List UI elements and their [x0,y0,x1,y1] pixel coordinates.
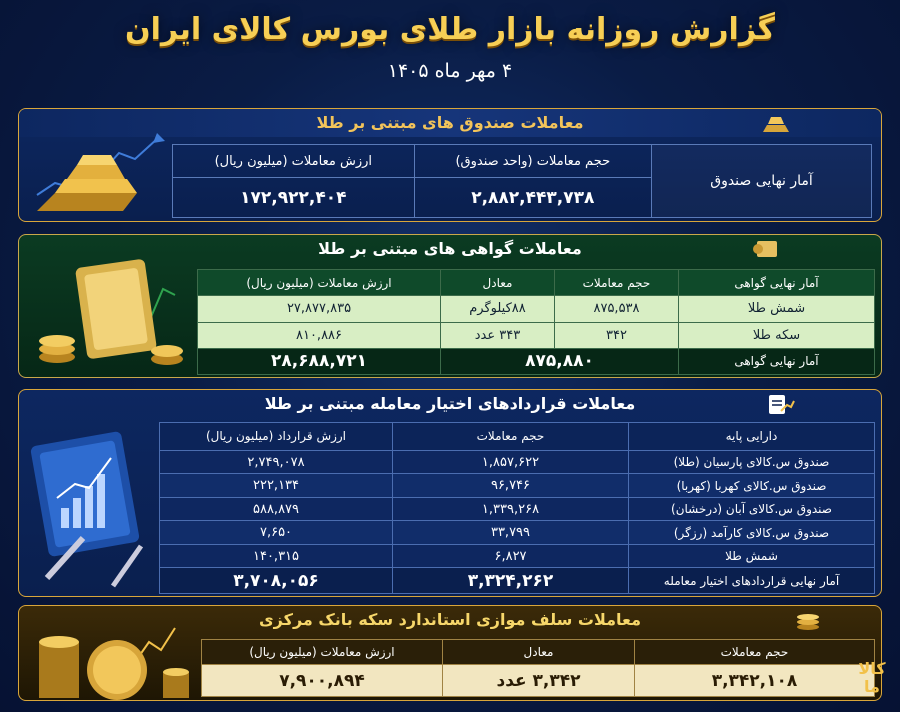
column-header: حجم معاملات (واحد صندوق) [414,145,651,178]
total-row [160,568,875,594]
clipboard-chart-illustration [27,428,155,588]
table-cell: ۳۴۲ [555,322,679,348]
table-cell: ۲۷,۸۷۷,۸۳۵ [198,296,441,322]
total-row [198,348,875,374]
table-cell: ۲,۷۴۹,۰۷۸ [160,450,393,474]
table-row [160,497,875,521]
logo-text: کالا ما [858,659,886,696]
table-row [160,450,875,474]
fund-section [18,108,882,222]
report-date: ۴ مهر ماه ۱۴۰۵ [387,60,513,82]
salaf-section-title: معاملات سلف موازی استاندارد سکه بانک مرکزی [259,610,641,629]
table-cell: ۹۶,۷۴۶ [393,474,629,498]
table-row [198,296,875,322]
column-header: حجم معاملات [393,423,629,451]
column-header: حجم معاملات [635,640,875,665]
column-header: ارزش معاملات (میلیون ریال) [173,145,415,178]
certificate-section-title: معاملات گواهی های مبتنی بر طلا [318,239,582,258]
total-value: ۲۸,۶۸۸,۷۲۱ [198,348,441,374]
total-value: ۳,۷۰۸,۰۵۶ [160,568,393,594]
report-chart-icon [761,393,795,415]
page-title: گزارش روزانه بازار طلای بورس کالای ایران [125,12,775,47]
options-table [159,422,875,594]
table-cell: ۱۴۰,۳۱۵ [160,544,393,568]
table-row [202,665,875,697]
table-row [198,322,875,348]
fund-value-value: ۱۷۲,۹۲۲,۴۰۴ [173,178,415,218]
table-cell: ۸۱۰,۸۸۶ [198,322,441,348]
fund-volume-value: ۲,۸۸۲,۴۴۳,۷۳۸ [414,178,651,218]
fund-row-label: آمار نهایی صندوق [652,145,872,218]
table-row [160,474,875,498]
options-section-title: معاملات قراردادهای اختیار معامله مبتنی بر طلا [264,394,636,413]
column-header: ارزش قرارداد (میلیون ریال) [160,423,393,451]
total-volume: ۸۷۵,۸۸۰ [441,348,679,374]
column-header: ارزش معاملات (میلیون ریال) [198,270,441,296]
table-cell: ۶,۸۲۷ [393,544,629,568]
certificate-table [197,269,875,375]
gold-certificate-illustration [29,249,189,375]
table-cell: ۳۴۳ عدد [441,322,555,348]
table-cell: صندوق س.کالای کهربا (کهربا) [629,474,875,498]
fund-table [172,144,872,218]
coin-stack-icon [791,609,825,631]
salaf-section [18,605,882,701]
salaf-value-value: ۷,۹۰۰,۸۹۴ [202,665,443,697]
certificate-scroll-icon [749,238,783,260]
table-cell: سکه طلا [679,322,875,348]
brand-logo [850,660,894,704]
table-cell: ۸۸کیلوگرم [441,296,555,322]
column-header: معادل [441,270,555,296]
table-cell: ۷,۶۵۰ [160,521,393,545]
table-cell: ۱,۳۳۹,۲۶۸ [393,497,629,521]
column-header: ارزش معاملات (میلیون ریال) [202,640,443,665]
table-row [160,521,875,545]
table-row [160,544,875,568]
total-volume: ۳,۳۲۴,۲۶۲ [393,568,629,594]
table-cell: صندوق س.کالای آبان (درخشان) [629,497,875,521]
table-cell: ۸۷۵,۵۳۸ [555,296,679,322]
salaf-equivalent-value: ۳,۳۴۲ عدد [443,665,635,697]
column-header: حجم معاملات [555,270,679,296]
table-cell: صندوق س.کالای کارآمد (رزگر) [629,521,875,545]
table-cell: ۱,۸۵۷,۶۲۲ [393,450,629,474]
gold-coins-illustration [25,612,195,700]
table-cell: شمش طلا [679,296,875,322]
column-header: دارایی پایه [629,423,875,451]
salaf-table [201,639,875,697]
table-cell: ۵۸۸,۸۷۹ [160,497,393,521]
gold-bars-illustration [27,123,177,221]
gold-bars-icon [759,112,793,134]
total-label: آمار نهایی گواهی [679,348,875,374]
table-cell: ۳۳,۷۹۹ [393,521,629,545]
column-header: آمار نهایی گواهی [679,270,875,296]
column-header: معادل [443,640,635,665]
fund-section-title: معاملات صندوق های مبتنی بر طلا [19,109,881,137]
table-cell: ۲۲۲,۱۳۴ [160,474,393,498]
table-cell: صندوق س.کالای پارسیان (طلا) [629,450,875,474]
salaf-volume-value: ۳,۳۴۲,۱۰۸ [635,665,875,697]
total-label: آمار نهایی قراردادهای اختیار معامله [629,568,875,594]
certificate-section [18,234,882,378]
options-section [18,389,882,597]
table-cell: شمش طلا [629,544,875,568]
